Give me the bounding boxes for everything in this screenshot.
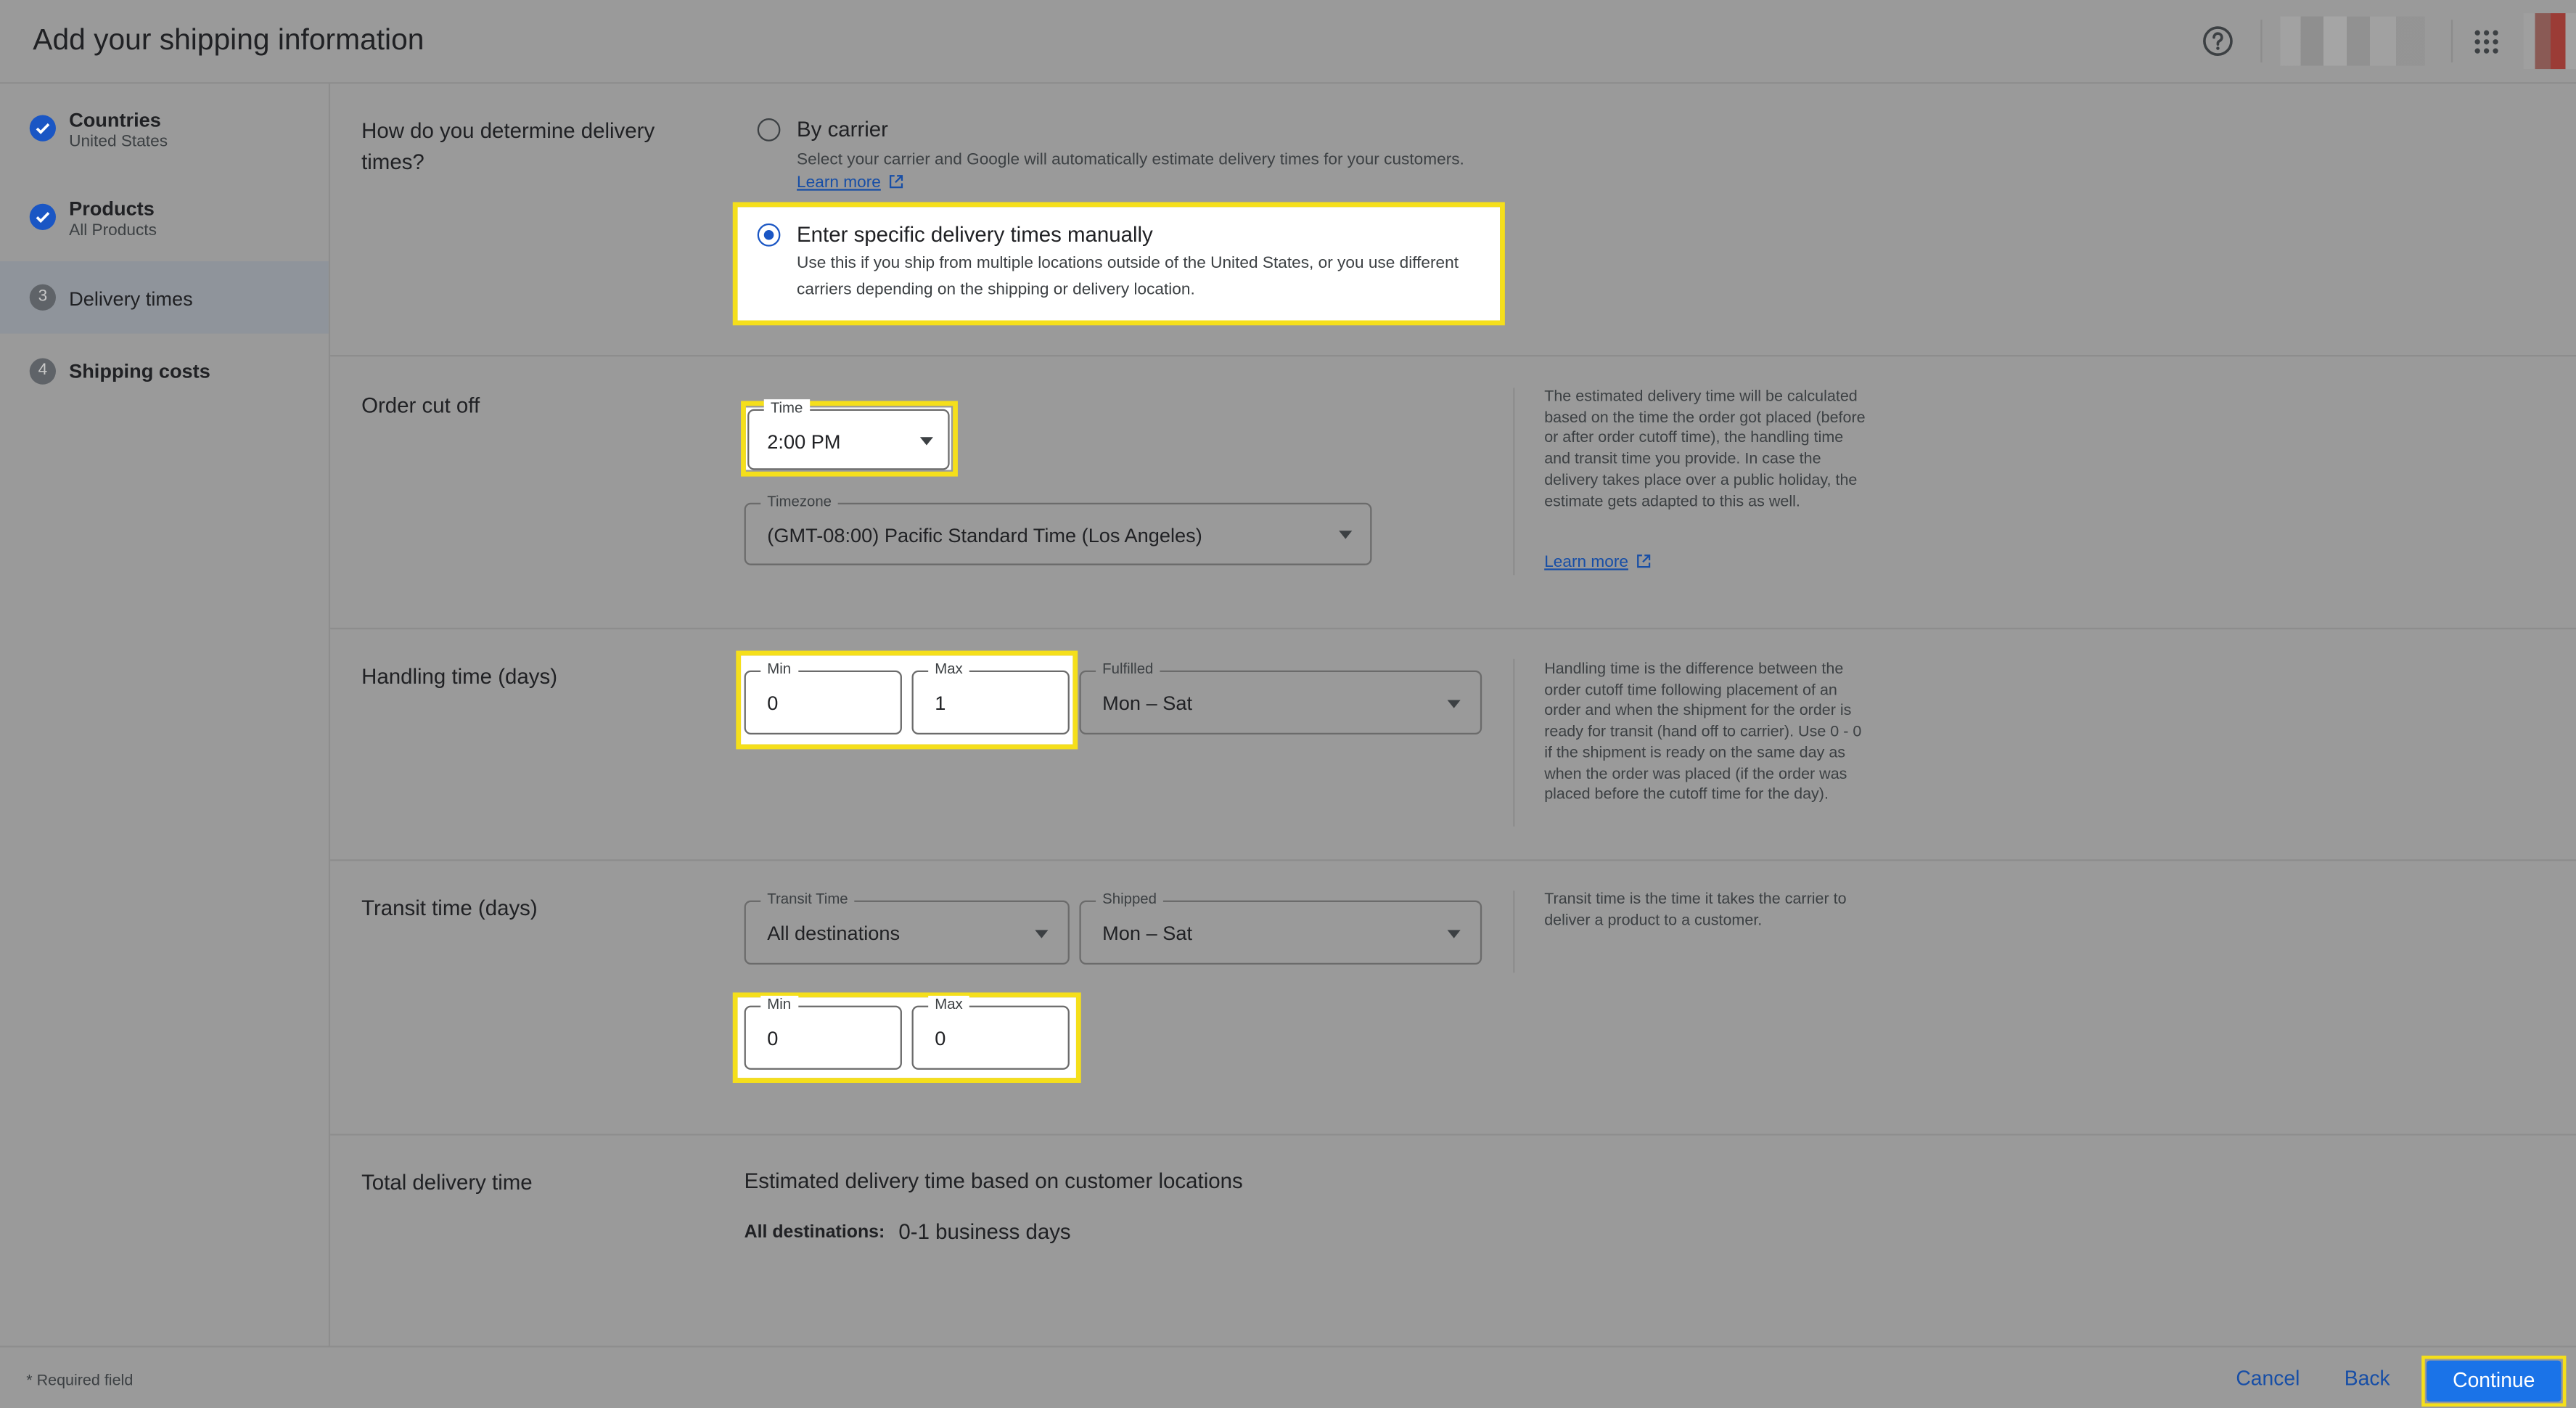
cancel-button[interactable]: Cancel — [2236, 1367, 2300, 1391]
chevron-down-icon — [1448, 700, 1461, 708]
help-divider — [1513, 659, 1514, 827]
learn-more-link[interactable] — [1544, 554, 1651, 572]
field-label: Max — [928, 996, 969, 1012]
handling-max-input[interactable] — [912, 660, 1070, 734]
field-label: Timezone — [760, 493, 838, 509]
field-value: 0 — [935, 1027, 946, 1050]
chevron-down-icon — [920, 437, 933, 445]
radio-by-carrier[interactable] — [758, 118, 781, 142]
learn-more-link[interactable] — [797, 174, 903, 192]
handling-min-input[interactable] — [745, 660, 902, 734]
link-text: Learn more — [1544, 553, 1628, 572]
field-value: Mon – Sat — [1102, 922, 1193, 945]
sidebar-item-delivery-times[interactable] — [0, 261, 329, 334]
check-icon — [30, 204, 56, 230]
back-button[interactable]: Back — [2344, 1367, 2390, 1391]
avatar[interactable] — [2524, 13, 2576, 69]
page-title: Add your shipping information — [33, 22, 424, 56]
field-value: (GMT-08:00) Pacific Standard Time (Los Angeles) — [767, 524, 1202, 547]
field-value: 2:00 PM — [767, 430, 841, 454]
field-value: 0 — [767, 1027, 779, 1050]
link-text: Learn more — [797, 173, 881, 192]
external-link-icon — [1636, 554, 1651, 568]
field-label: Min — [760, 660, 797, 677]
chevron-down-icon — [1035, 930, 1048, 938]
step-number: 3 — [30, 285, 56, 311]
option-label: Enter specific delivery times manually — [797, 221, 1153, 247]
field-label: Min — [760, 996, 797, 1012]
handling-time-help: Handling time is the difference between the order cutoff time following placement of an order and when the shipment for the order is ready for transit (hand off to carrier). Use 0 - 0 if the shipment is ready on the same day as when the order was placed (if the order was placed before the cutoff time for the day). — [1544, 660, 1862, 804]
step-title: Countries — [69, 108, 161, 132]
option-description: Use this if you ship from multiple locations outside of the United States, or you use different carriers depending on the shipping or delivery location. — [797, 254, 1459, 300]
timezone-select[interactable] — [745, 493, 1372, 565]
fulfilled-days-select[interactable] — [1079, 660, 1482, 734]
step-subtitle: United States — [69, 133, 168, 152]
field-label: Time — [764, 399, 810, 416]
time-select[interactable] — [747, 399, 949, 470]
field-value: 1 — [935, 692, 946, 715]
step-title: Shipping costs — [69, 359, 210, 383]
field-label: Fulfilled — [1096, 660, 1160, 677]
total-delivery-title: Estimated delivery time based on customer locations — [744, 1168, 1243, 1193]
apps-grid-icon[interactable] — [2474, 30, 2499, 54]
help-divider — [1513, 388, 1514, 575]
section-divider — [330, 355, 2576, 356]
required-field-note: * Required field — [26, 1372, 134, 1391]
account-switcher[interactable] — [2280, 17, 2424, 66]
chevron-down-icon — [1339, 531, 1352, 539]
step-title: Products — [69, 197, 155, 221]
field-value: 0 — [767, 692, 779, 715]
step-number: 4 — [30, 359, 56, 385]
section-label-total-delivery: Total delivery time — [361, 1169, 533, 1195]
section-label-transit-time: Transit time (days) — [361, 895, 538, 920]
section-divider — [330, 859, 2576, 861]
field-value: All destinations — [767, 922, 901, 945]
external-link-icon — [889, 174, 903, 189]
help-circle-icon[interactable] — [2202, 25, 2234, 57]
destination-label: All destinations: — [744, 1222, 885, 1243]
step-title: Delivery times — [69, 287, 193, 311]
destination-value: 0-1 business days — [898, 1219, 1071, 1244]
header-divider — [2260, 20, 2262, 62]
option-description: Select your carrier and Google will automatically estimate delivery times for your customers. — [797, 151, 1464, 170]
radio-manual[interactable] — [758, 224, 781, 247]
order-cutoff-help: The estimated delivery time will be calculated based on the time the order got placed (before or after order cutoff time), the handling time and transit time you provide. In case the delivery takes place over a public holiday, the estimate gets adapted to this as well. — [1544, 388, 1866, 511]
page-footer — [0, 1346, 2576, 1408]
transit-time-help: Transit time is the time it takes the carrier to deliver a product to a customer. — [1544, 891, 1847, 930]
header-divider — [2451, 20, 2453, 62]
section-label-delivery-method: How do you determine delivery times? — [361, 118, 655, 174]
check-icon — [30, 115, 56, 141]
sidebar-stepper — [0, 83, 330, 1346]
section-label-order-cutoff: Order cut off — [361, 393, 480, 418]
field-label: Shipped — [1096, 891, 1163, 907]
sidebar-item-shipping-costs[interactable] — [0, 347, 329, 396]
field-value: Mon – Sat — [1102, 692, 1193, 715]
help-divider — [1513, 891, 1514, 973]
section-divider — [330, 628, 2576, 629]
field-label: Max — [928, 660, 969, 677]
section-label-handling-time: Handling time (days) — [361, 663, 558, 689]
chevron-down-icon — [1448, 930, 1461, 938]
page-header — [0, 0, 2576, 83]
shipped-days-select[interactable] — [1079, 891, 1482, 965]
step-subtitle: All Products — [69, 221, 157, 240]
transit-max-input[interactable] — [912, 995, 1070, 1070]
field-label: Transit Time — [760, 891, 854, 907]
sidebar-item-products[interactable] — [0, 194, 329, 243]
option-label: By carrier — [797, 116, 888, 142]
sidebar-item-countries[interactable] — [0, 105, 329, 155]
transit-min-input[interactable] — [745, 995, 902, 1070]
transit-destination-select[interactable] — [745, 891, 1070, 965]
section-divider — [330, 1134, 2576, 1135]
continue-button[interactable]: Continue — [2427, 1361, 2561, 1402]
